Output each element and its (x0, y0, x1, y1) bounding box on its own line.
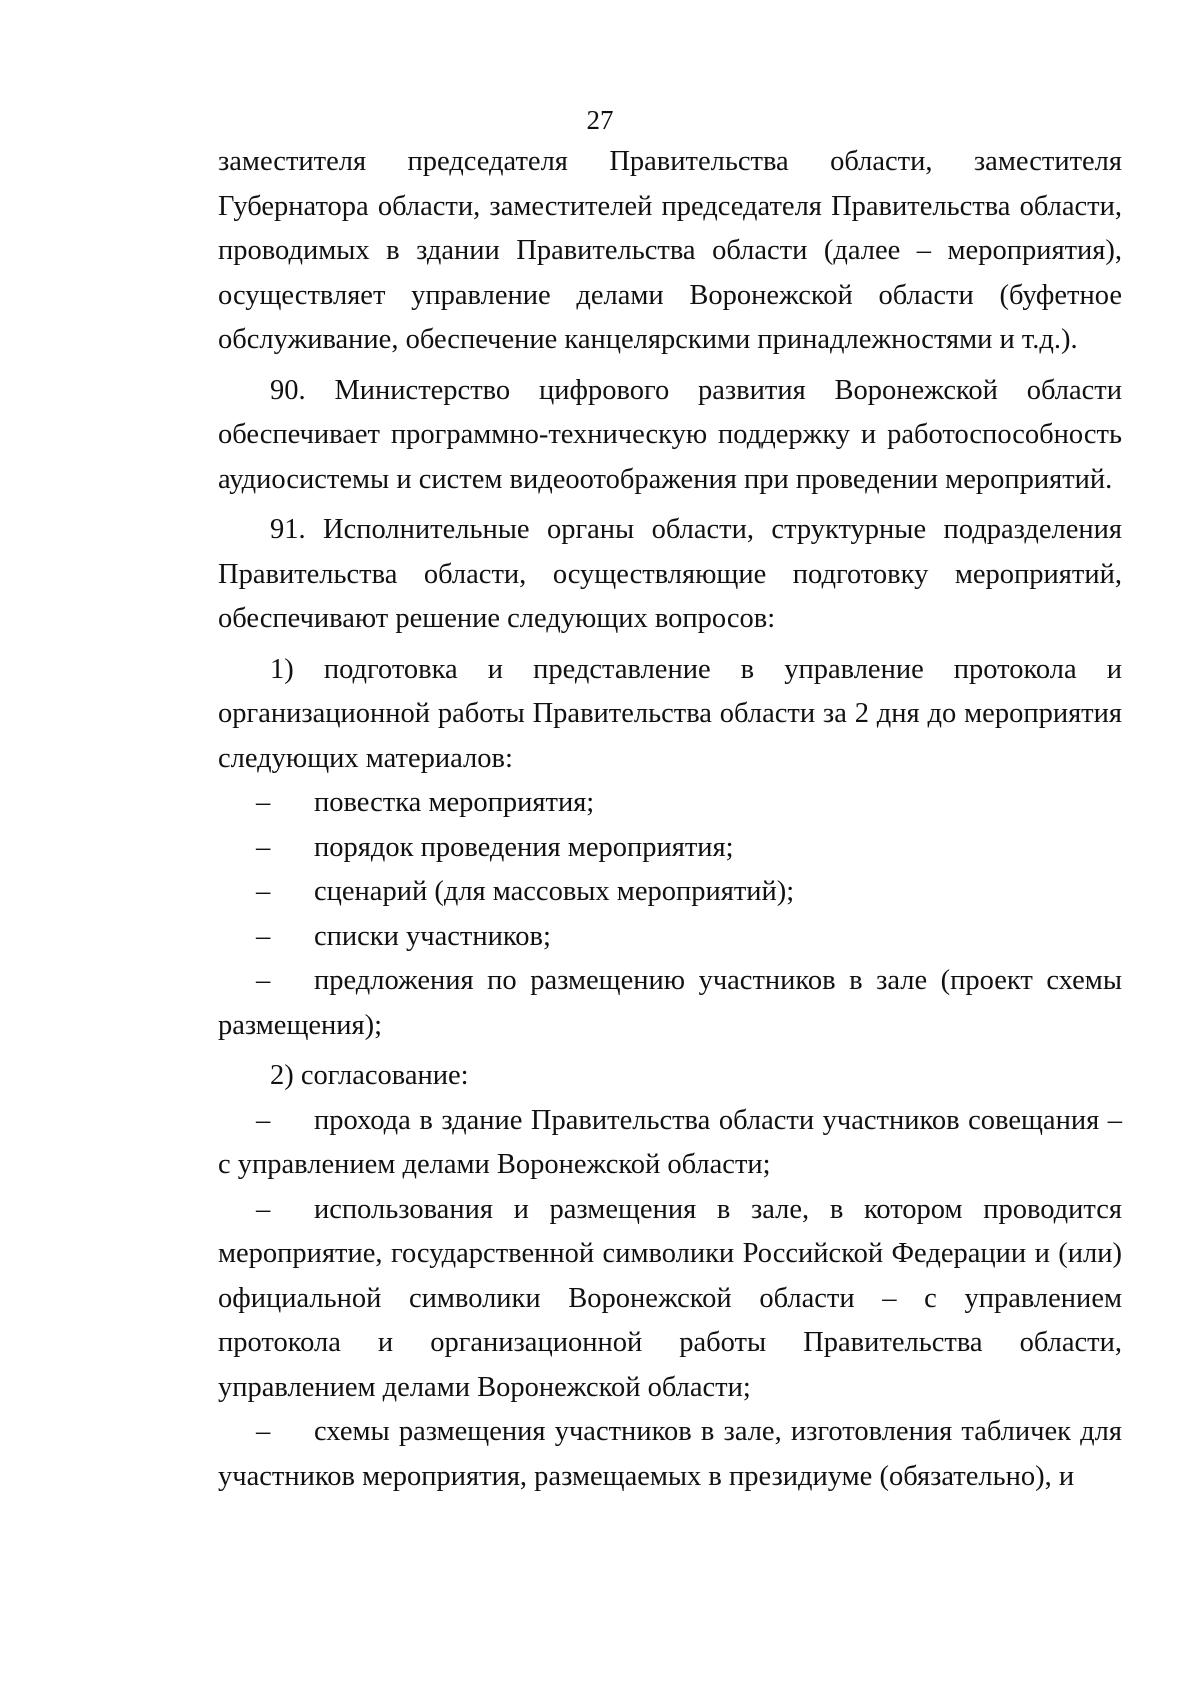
item-1: 1) подготовка и представление в управление протокола и организационной работы Правительства области за 2 дня до мероприятия следующих материалов: (218, 653, 1122, 774)
paragraph-90: 90. Министерство цифрового развития Воронежской области обеспечивает программно-техническую поддержку и работоспособность аудиосистемы и систем видеоотображения при проведении мероприятий. (218, 374, 1122, 495)
dash-bullet: – (256, 965, 271, 996)
list-item-text: использования и размещения в зале, в котором проводится мероприятие, государственной символики Российской Федерации и (или) официальной символики Воронежской области – с управлением протокола и организационной работы Правительства области, управлением делами Воронежской области; (218, 1193, 1122, 1403)
dash-bullet: – (256, 831, 271, 863)
list-item-text: порядок проведения мероприятия; (314, 831, 734, 863)
page-number: 27 (586, 105, 614, 135)
list-item (218, 1188, 1122, 1411)
list-item-text: повестка мероприятия; (314, 787, 595, 818)
list-item (218, 1410, 1122, 1499)
paragraph-continuation: заместителя председателя Правительства области, заместителя Губернатора области, заместителей председателя Правительства области, проводимых в здании Правительства области (далее – мероприятия), осуществляет управление делами Воронежской области (буфетное обслуживание, обеспечение канцелярскими принадлежностями и т.д.). (218, 146, 1122, 355)
list-item-text: сценарий (для массовых мероприятий); (314, 876, 795, 907)
dash-bullet: – (256, 1193, 271, 1225)
list-item (218, 959, 1122, 1048)
list-item (218, 826, 1122, 871)
dash-bullet: – (256, 920, 271, 952)
list-item (218, 781, 1122, 826)
list-item-text: списки участников; (314, 920, 551, 952)
list-item-text: схемы размещения участников в зале, изготовления табличек для участников мероприятия, размещаемых в президиуме (обязательно), и (218, 1416, 1122, 1492)
list-item-text: предложения по размещению участников в зале (проект схемы размещения); (218, 965, 1122, 1041)
list-item (218, 870, 1122, 915)
dash-bullet: – (256, 787, 271, 818)
list-item (218, 1099, 1122, 1188)
list-item-text: прохода в здание Правительства области участников совещания – с управлением делами Воронежской области; (218, 1104, 1122, 1180)
dash-bullet: – (256, 1104, 271, 1136)
dash-bullet: – (256, 876, 271, 907)
document-body (218, 140, 1122, 1499)
dash-bullet: – (256, 1416, 271, 1447)
paragraph-91: 91. Исполнительные органы области, структурные подразделения Правительства области, осуществляющие подготовку мероприятий, обеспечивают решение следующих вопросов: (218, 514, 1122, 634)
list-item (218, 915, 1122, 960)
item-2: 2) согласование: (270, 1060, 469, 1091)
